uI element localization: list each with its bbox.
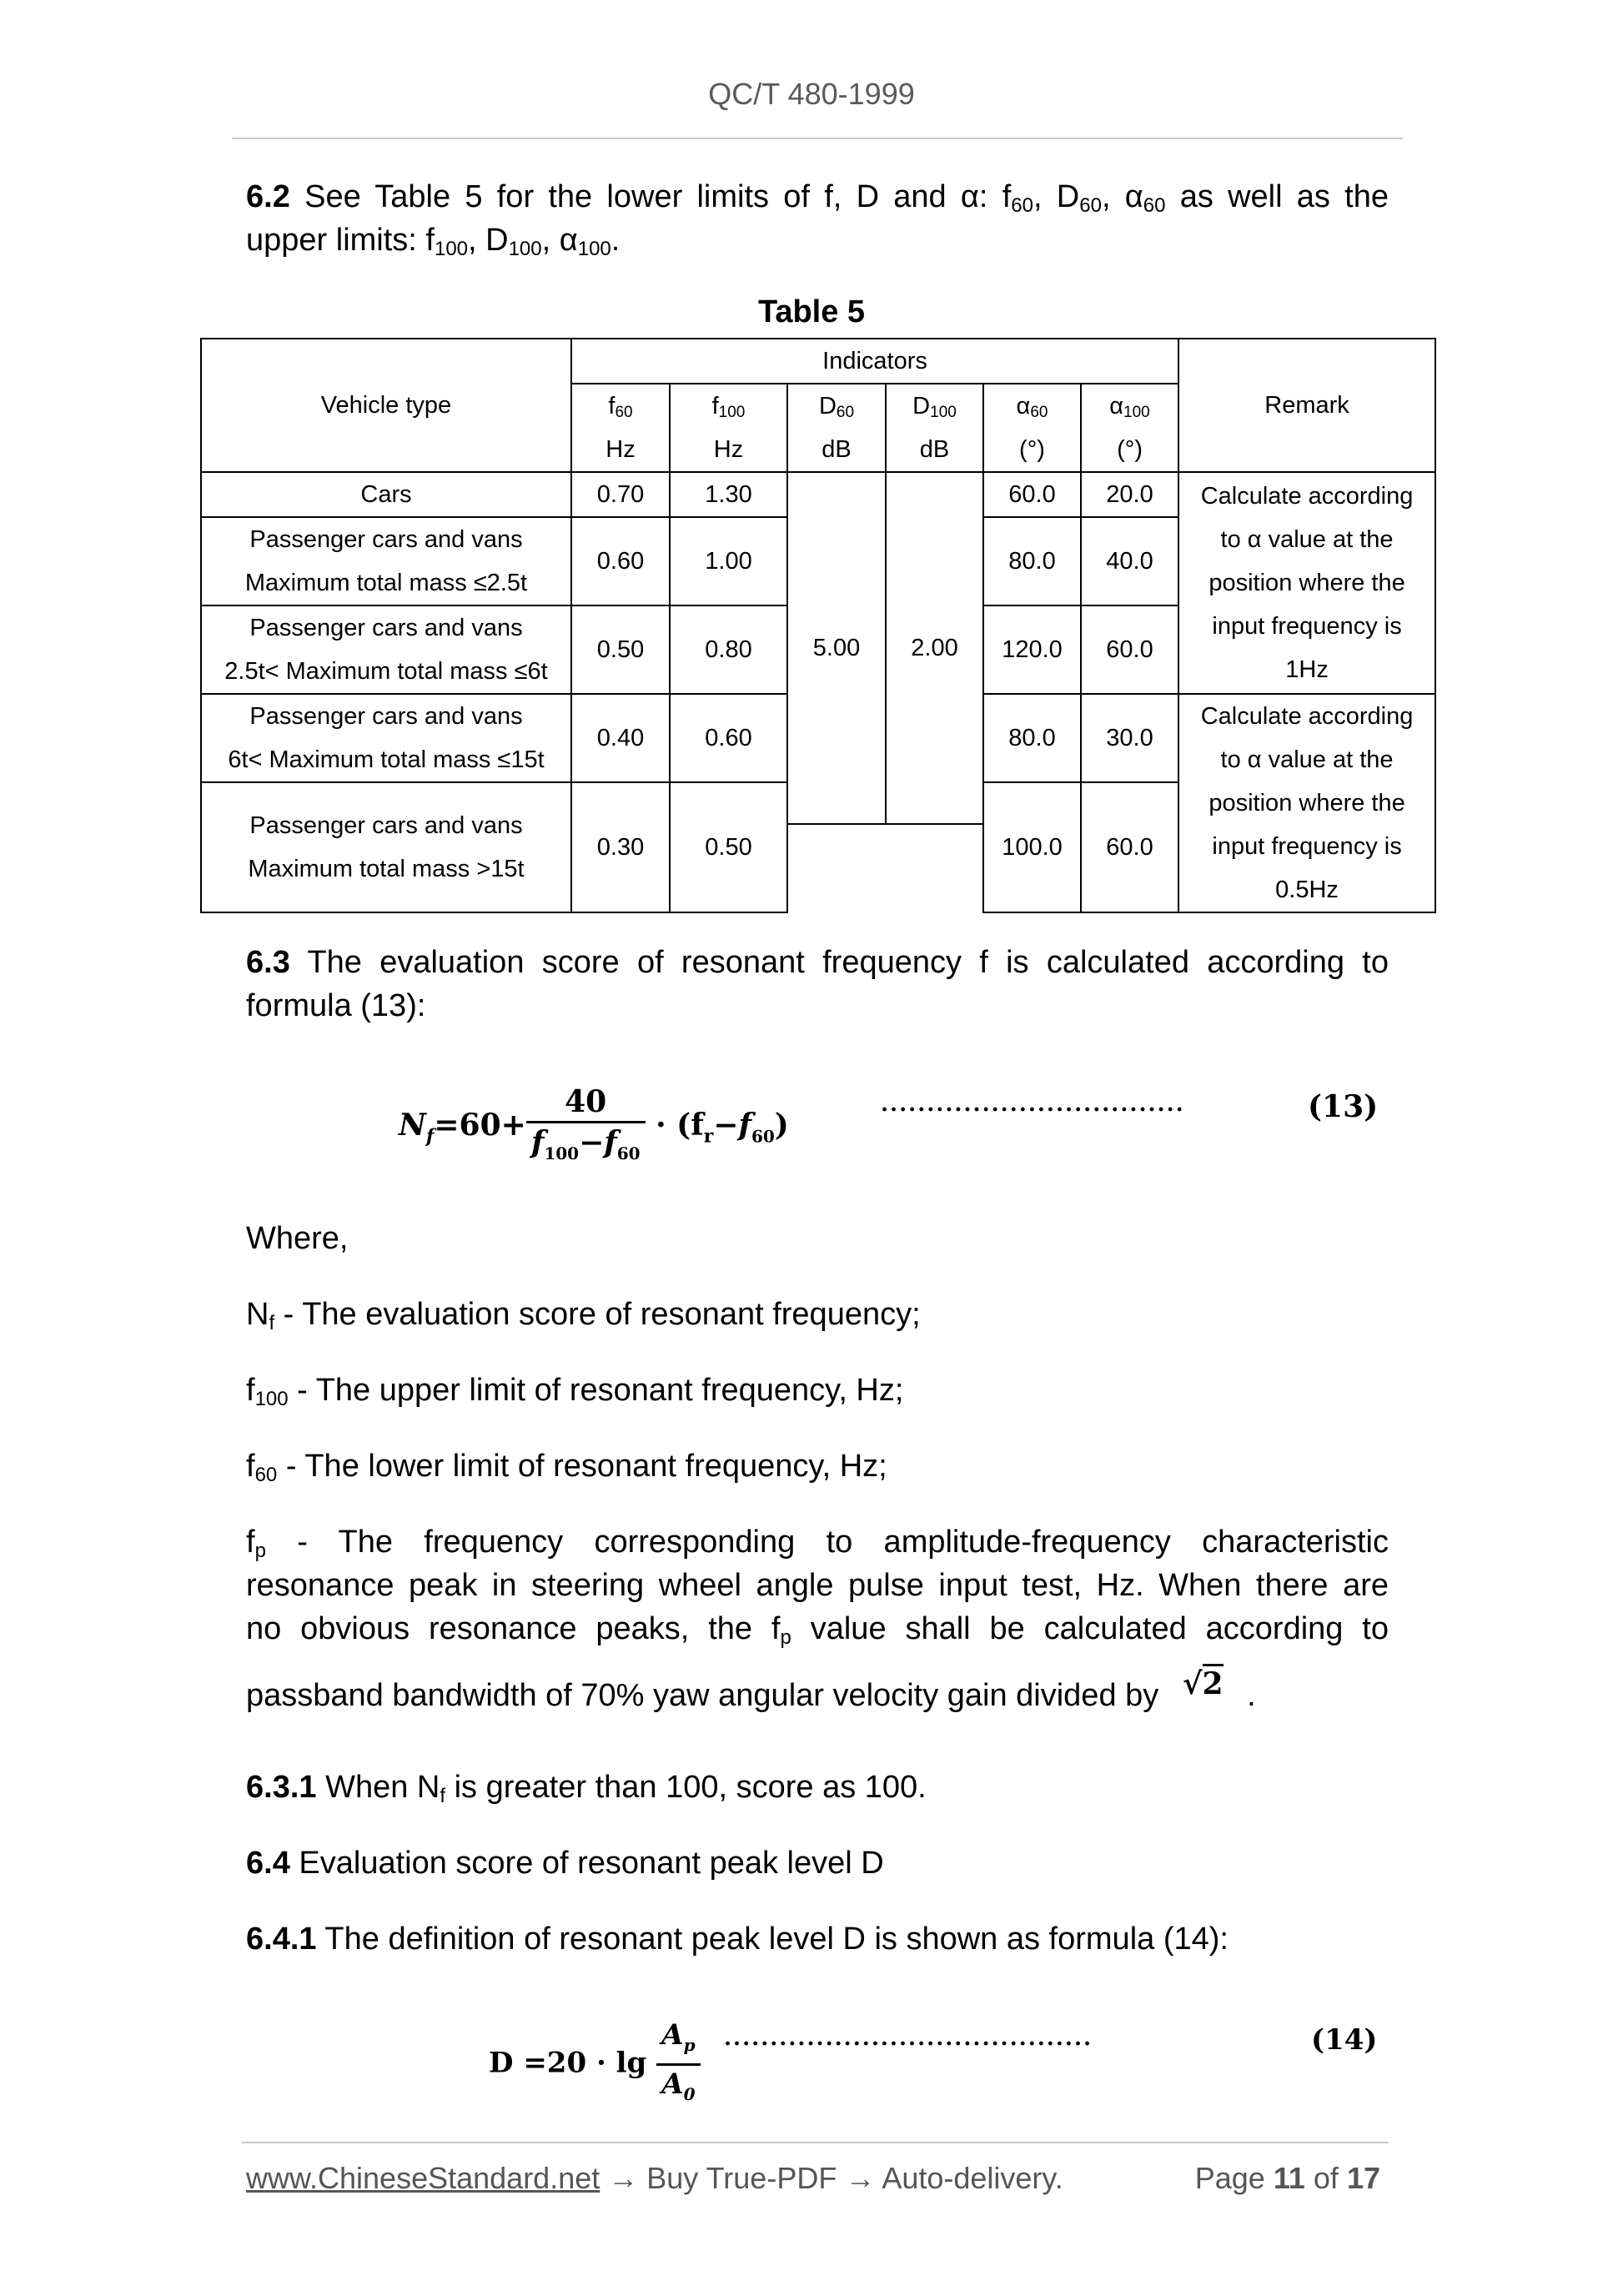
def-fp-line-1: $f_p$ - The frequency corresponding to amplitude-frequency characteristic [246,1525,1389,1562]
alpha60-header: $\alpha_{60}$ [983,384,1081,428]
vehicle-type-cell: Passenger cars and vans 6t< Maximum total mass ≤15t [201,694,571,782]
formula-14-leader-dots: ········································ [724,2032,1093,2057]
def-fp-line-4: passband bandwidth of 70% yaw angular velocity gain divided by √2 . [246,1674,1256,1717]
alpha100-header: $\alpha_{100}$ [1081,384,1178,428]
formula-14-number: (14) [1311,2023,1378,2057]
alpha100-unit: (°) [1081,428,1178,472]
formula-13-number: (13) [1308,1089,1379,1124]
vehicle-type-cell: Passenger cars and vans Maximum total mass ≤2.5t [201,517,571,605]
section-6-4-1: 6.4.1 The definition of resonant peak level D is shown as formula (14): [246,1922,1229,1957]
vehicle-type-cell: Cars [201,472,571,517]
alpha60-unit: (°) [983,428,1081,472]
d100-cell: 2.00 [886,472,983,824]
header-rule [232,138,1403,139]
def-f60: $f_{60}$ - The lower limit of resonant frequency, Hz; [246,1449,887,1486]
sqrt-two-symbol: √2 [1183,1662,1224,1706]
remark-0-5hz-cell: Calculate according to α value at the position where the input frequency is 0.5Hz [1178,694,1435,912]
alpha100-cell: 40.0 [1081,517,1178,605]
table-5 [200,338,1436,913]
d60-cell: 5.00 [787,472,886,824]
f60-cell: 0.50 [571,605,670,694]
section-6-3-line-2: formula (13): [246,988,426,1023]
f100-unit: Hz [670,428,787,472]
vehicle-type-cell: Passenger cars and vans Maximum total mass >15t [201,782,571,912]
formula-14: D =20 · lg $\frac{A_p}{A_0}$ ········································ (14) [489,2017,1391,2113]
alpha60-cell: 100.0 [983,782,1081,912]
formula-14-fraction: $\frac{A_p}{A_0}$ [656,2017,700,2113]
standard-number-header: QC/T 480-1999 [708,77,915,111]
formula-13-fraction: $\frac{40}{f_{100}-f_{60}}$ [526,1083,646,1173]
section-6-3-1: 6.3.1 When $N_f$ is greater than 100, score as 100. [246,1770,927,1807]
vehicle-type-header: Vehicle type [201,339,571,472]
def-f100: $f_{100}$ - The upper limit of resonant frequency, Hz; [246,1373,904,1410]
f100-cell: 0.60 [670,694,787,782]
formula-13: $N_f=60+$ $\frac{40}{f_{100}-f_{60}}$ · $(f_r-f_{60})$ ································· (13) [399,1083,1391,1173]
d100-header: $D_{100}$ [886,384,983,428]
f60-cell: 0.70 [571,472,670,517]
f100-cell: 0.80 [670,605,787,694]
def-fp-line-2: resonance peak in steering wheel angle pulse input test, Hz. When there are [246,1568,1389,1603]
section-number: 6.2 [246,179,290,214]
section-6-2-line-1: 6.2 See Table 5 for the lower limits of f, D and α: $f_{60}$, $D_{60}$, $\alpha_{60}$ as well as the [246,179,1389,217]
alpha100-cell: 60.0 [1081,605,1178,694]
d60-header: $D_{60}$ [787,384,886,428]
f60-cell: 0.40 [571,694,670,782]
indicators-header: Indicators [571,339,1178,384]
formula-13-leader-dots: ································· [881,1098,1185,1123]
alpha60-cell: 60.0 [983,472,1081,517]
f60-header: $f_{60}$ [571,384,670,428]
where-label: Where, [246,1221,349,1256]
page-footer: www.ChineseStandard.net → Buy True-PDF → Auto-delivery. Page 11 of 17 [246,2158,1380,2198]
footer-rule [242,2142,1389,2143]
f100-cell: 1.30 [670,472,787,517]
f60-cell: 0.60 [571,517,670,605]
alpha60-cell: 80.0 [983,694,1081,782]
remark-1hz-cell: Calculate according to α value at the position where the input frequency is 1Hz [1178,472,1435,694]
table-row [201,472,1435,517]
f60-unit: Hz [571,428,670,472]
vehicle-type-cell: Passenger cars and vans 2.5t< Maximum total mass ≤6t [201,605,571,694]
section-6-3-line-1: 6.3 The evaluation score of resonant frequency f is calculated according to [246,945,1389,980]
remark-header: Remark [1178,339,1435,472]
alpha100-cell: 20.0 [1081,472,1178,517]
chinesestandard-link[interactable]: www.ChineseStandard.net [246,2161,600,2195]
alpha100-cell: 60.0 [1081,782,1178,912]
section-6-2-line-2: upper limits: $f_{100}$, $D_{100}$, $\alpha_{100}$. [246,223,621,260]
section-number: 6.3 [246,945,290,980]
alpha100-cell: 30.0 [1081,694,1178,782]
f100-cell: 0.50 [670,782,787,912]
def-fp-line-3: no obvious resonance peaks, the $f_p$ value shall be calculated according to [246,1611,1389,1649]
d100-unit: dB [886,428,983,472]
alpha60-cell: 80.0 [983,517,1081,605]
page-number: Page 11 of 17 [1194,2161,1380,2195]
def-nf: $N_f$ - The evaluation score of resonant frequency; [246,1297,921,1334]
f100-cell: 1.00 [670,517,787,605]
d60-unit: dB [787,428,886,472]
section-6-4: 6.4 Evaluation score of resonant peak level D [246,1846,884,1881]
table-5-title: Table 5 [757,294,866,329]
f100-header: $f_{100}$ [670,384,787,428]
alpha60-cell: 120.0 [983,605,1081,694]
f60-cell: 0.30 [571,782,670,912]
